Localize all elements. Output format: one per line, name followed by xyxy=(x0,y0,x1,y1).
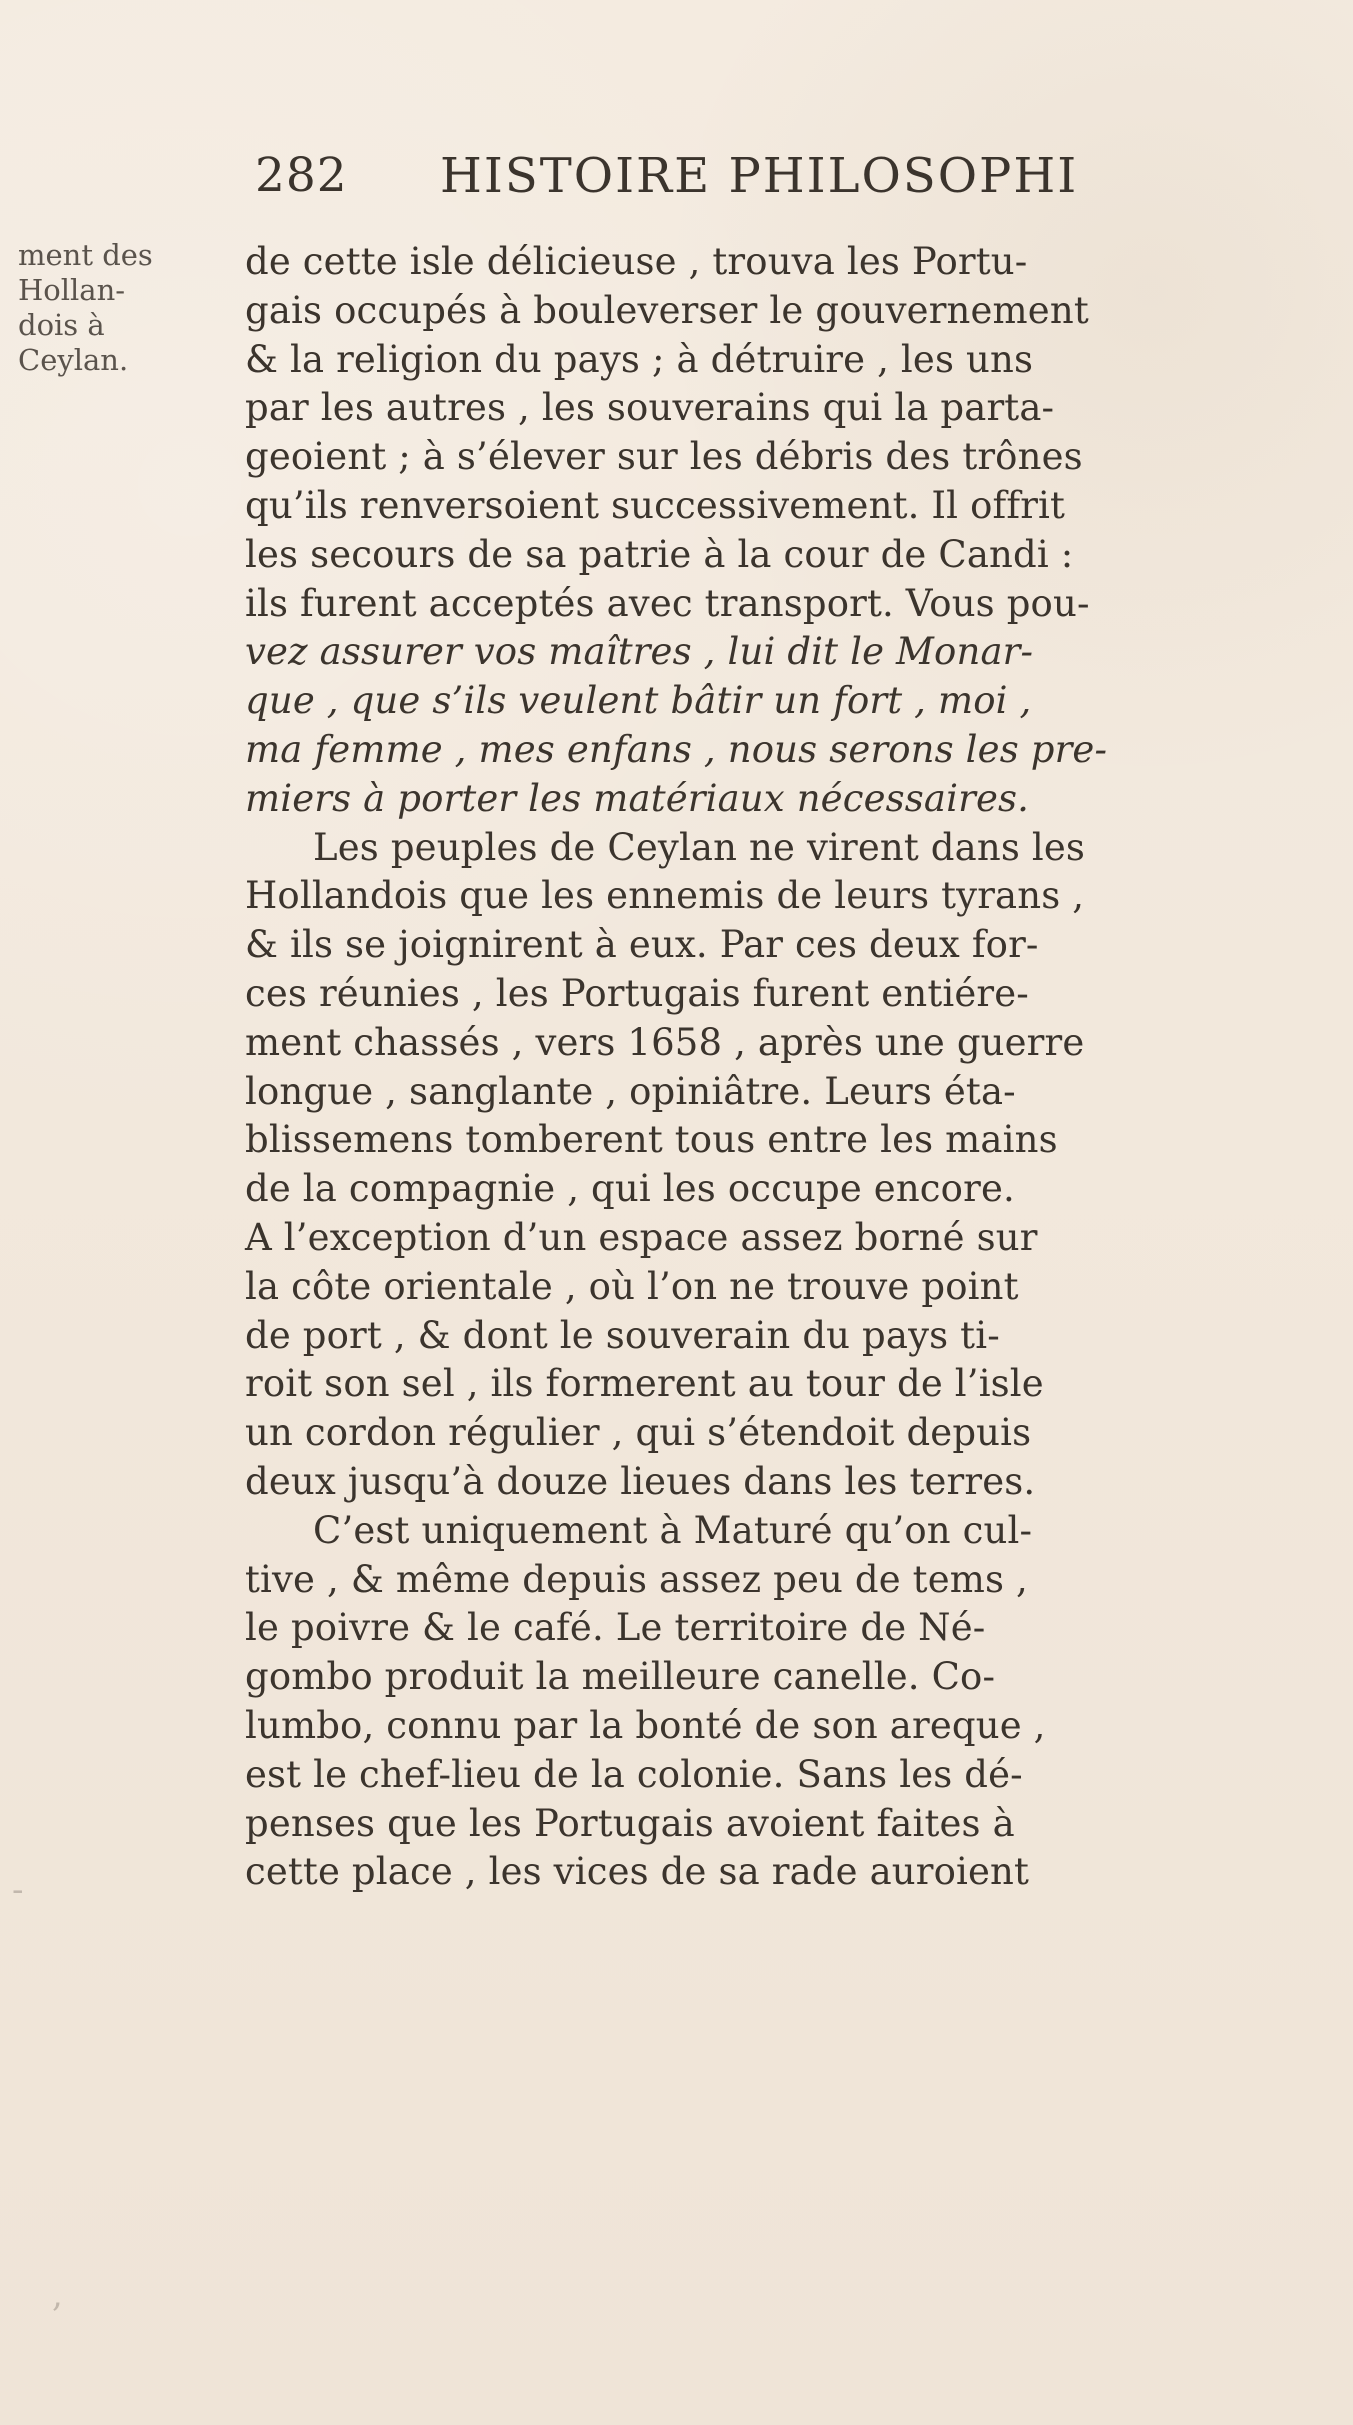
body-line: par les autres , les souverains qui la parta- xyxy=(245,386,1055,430)
body-line: la côte orientale , où l’on ne trouve point xyxy=(245,1264,1019,1308)
margin-speck: , xyxy=(52,2275,63,2315)
body-line: de la compagnie , qui les occupe encore. xyxy=(245,1167,1015,1211)
body-line: lumbo, connu par la bonté de son areque , xyxy=(245,1703,1046,1747)
body-line: les secours de sa patrie à la cour de Candi : xyxy=(245,532,1074,576)
body-text xyxy=(245,238,1295,1897)
body-line: vez assurer vos maîtres , lui dit le Monar- xyxy=(245,630,1034,674)
body-line: A l’exception d’un espace assez borné sur xyxy=(245,1215,1038,1259)
margin-note-line: Hollan- xyxy=(18,273,126,307)
body-line: roit son sel , ils formerent au tour de l’isle xyxy=(245,1362,1044,1406)
body-line: un cordon régulier , qui s’étendoit depuis xyxy=(245,1411,1032,1455)
body-line: tive , & même depuis assez peu de tems , xyxy=(245,1557,1028,1601)
body-line: Hollandois que les ennemis de leurs tyrans , xyxy=(245,874,1085,918)
body-line: de port , & dont le souverain du pays ti- xyxy=(245,1313,1000,1357)
body-line: ces réunies , les Portugais furent entiére- xyxy=(245,971,1029,1015)
body-line: penses que les Portugais avoient faites à xyxy=(245,1801,1015,1845)
body-line: blissemens tomberent tous entre les mains xyxy=(245,1118,1058,1162)
body-line: de cette isle délicieuse , trouva les Portu- xyxy=(245,240,1028,283)
body-line: cette place , les vices de sa rade auroient xyxy=(245,1850,1030,1894)
body-line: C’est uniquement à Maturé qu’on cul- xyxy=(313,1508,1033,1552)
margin-note-line: dois à xyxy=(18,308,105,342)
body-line: que , que s’ils veulent bâtir un fort , moi , xyxy=(245,679,1032,723)
body-line: miers à porter les matériaux nécessaires. xyxy=(245,776,1030,820)
margin-note-line: Ceylan. xyxy=(18,343,129,377)
body-line: ils furent acceptés avec transport. Vous pou- xyxy=(245,581,1090,625)
body-line: ma femme , mes enfans , nous serons les pre- xyxy=(245,727,1108,771)
body-line: & ils se joignirent à eux. Par ces deux for- xyxy=(245,923,1039,967)
body-line: longue , sanglante , opiniâtre. Leurs éta- xyxy=(245,1069,1016,1113)
body-line: geoient ; à s’élever sur les débris des trônes xyxy=(245,435,1083,479)
body-line: ment chassés , vers 1658 , après une guerre xyxy=(245,1020,1085,1064)
running-title: HISTOIRE PHILOSOPHI xyxy=(440,148,1079,204)
margin-note-line: ment des xyxy=(18,238,153,272)
body-line: est le chef-lieu de la colonie. Sans les dé- xyxy=(245,1752,1023,1796)
margin-speck: - xyxy=(12,1870,24,1910)
page-header xyxy=(255,140,1285,250)
body-line: deux jusqu’à douze lieues dans les terres. xyxy=(245,1459,1036,1503)
body-line: gombo produit la meilleure canelle. Co- xyxy=(245,1655,996,1699)
body-line: le poivre & le café. Le territoire de Né- xyxy=(245,1606,986,1650)
body-line: gais occupés à bouleverser le gouvernement xyxy=(245,288,1089,332)
body-line: Les peuples de Ceylan ne virent dans les xyxy=(313,825,1086,869)
margin-note xyxy=(18,238,238,378)
page-number: 282 xyxy=(255,148,348,203)
body-line: qu’ils renversoient successivement. Il offrit xyxy=(245,483,1066,527)
body-line: & la religion du pays ; à détruire , les uns xyxy=(245,337,1034,381)
